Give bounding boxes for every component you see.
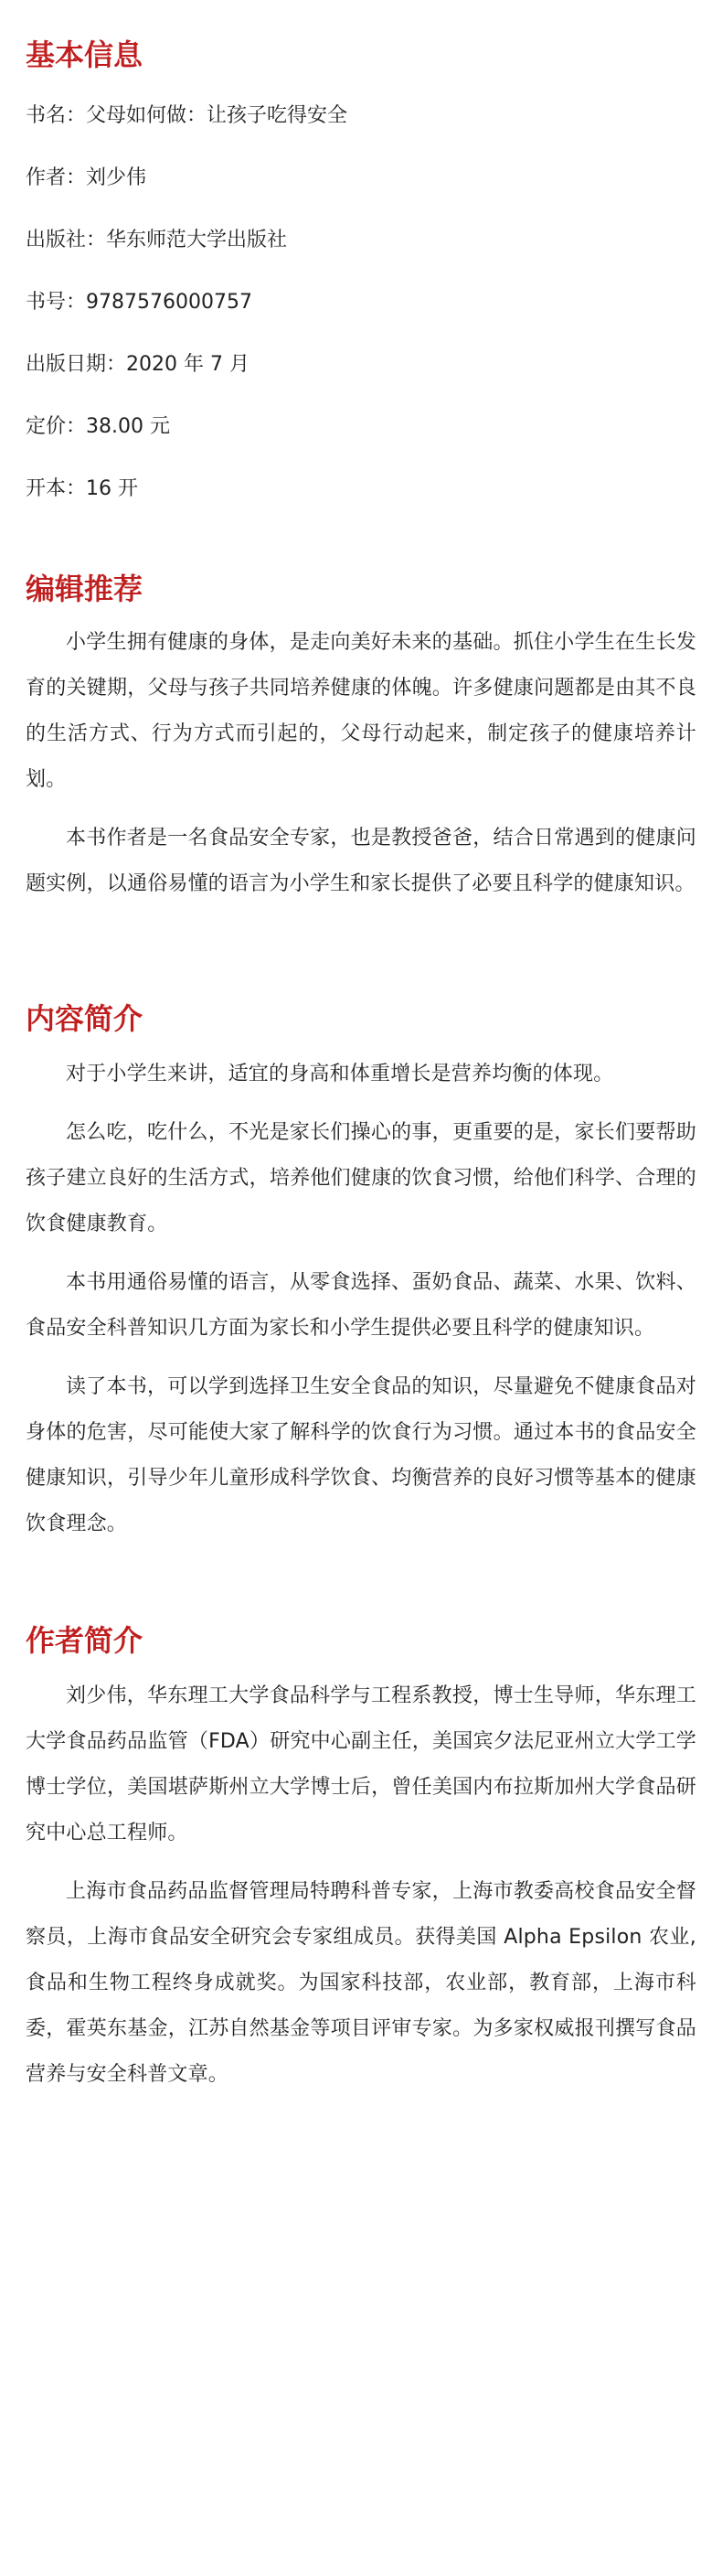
intro-paragraph: 本书用通俗易懂的语言，从零食选择、蛋奶食品、蔬菜、水果、饮料、食品安全科普知识几方面为家长和小学生提供必要且科学的健康知识。 [26, 1271, 696, 1340]
intro-paragraph: 对于小学生来讲，适宜的身高和体重增长是营养均衡的体现。 [66, 1063, 614, 1085]
info-format: 开本：16 开 [26, 477, 138, 500]
info-publisher: 出版社：华东师范大学出版社 [26, 229, 288, 251]
intro-paragraph: 怎么吃，吃什么，不光是家长们操心的事，更重要的是，家长们要帮助孩子建立良好的生活方式，培养他们健康的饮食习惯，给他们科学、合理的饮食健康教育。 [26, 1121, 696, 1235]
section-title-editor-recommendation: 编辑推荐 [26, 572, 143, 606]
author-paragraph: 刘少伟，华东理工大学食品科学与工程系教授，博士生导师，华东理工大学食品药品监管（FDA）研究中心副主任，美国宾夕法尼亚州立大学工学博士学位，美国堪萨斯州立大学博士后，曾任美国内布拉斯加州大学食品研究中心总工程师。 [26, 1684, 696, 1844]
info-author: 作者：刘少伟 [26, 166, 147, 189]
basic-info-section [26, 0, 696, 503]
info-book-title: 书名：父母如何做：让孩子吃得安全 [26, 104, 348, 127]
editor-paragraph: 本书作者是一名食品安全专家，也是教授爸爸，结合日常遇到的健康问题实例，以通俗易懂的语言为小学生和家长提供了必要且科学的健康知识。 [26, 827, 696, 895]
author-intro-section [26, 1560, 696, 2098]
info-publish-date: 出版日期：2020 年 7 月 [26, 353, 250, 376]
info-price: 定价：38.00 元 [26, 415, 170, 438]
editor-paragraph: 小学生拥有健康的身体，是走向美好未来的基础。抓住小学生在生长发育的关键期，父母与孩子共同培养健康的体魄。许多健康问题都是由其不良的生活方式、行为方式而引起的，父母行动起来，制定孩子的健康培养计划。 [26, 631, 696, 791]
section-title-author-intro: 作者简介 [26, 1623, 143, 1658]
intro-paragraph: 读了本书，可以学到选择卫生安全食品的知识，尽量避免不健康食品对身体的危害，尽可能使大家了解科学的饮食行为习惯。通过本书的食品安全健康知识，引导少年儿童形成科学饮食、均衡营养的良好习惯等基本的健康饮食理念。 [26, 1375, 696, 1535]
section-title-basic-info: 基本信息 [26, 37, 143, 72]
author-paragraph: 上海市食品药品监督管理局特聘科普专家，上海市教委高校食品安全督察员，上海市食品安全研究会专家组成员。获得美国 Alpha Epsilon 农业,食品和生物工程终身成就奖。为国家科技部，农业部，教育部，上海市科委，霍英东基金，江苏自然基金等项目评审专家。为多家权威报刊撰写食品营养与安全科普文章。 [26, 1880, 696, 2086]
editor-recommendation-section [26, 538, 696, 907]
content-intro-section [26, 920, 696, 1547]
info-isbn: 书号：9787576000757 [26, 291, 252, 314]
section-title-content-intro: 内容简介 [26, 1001, 143, 1036]
